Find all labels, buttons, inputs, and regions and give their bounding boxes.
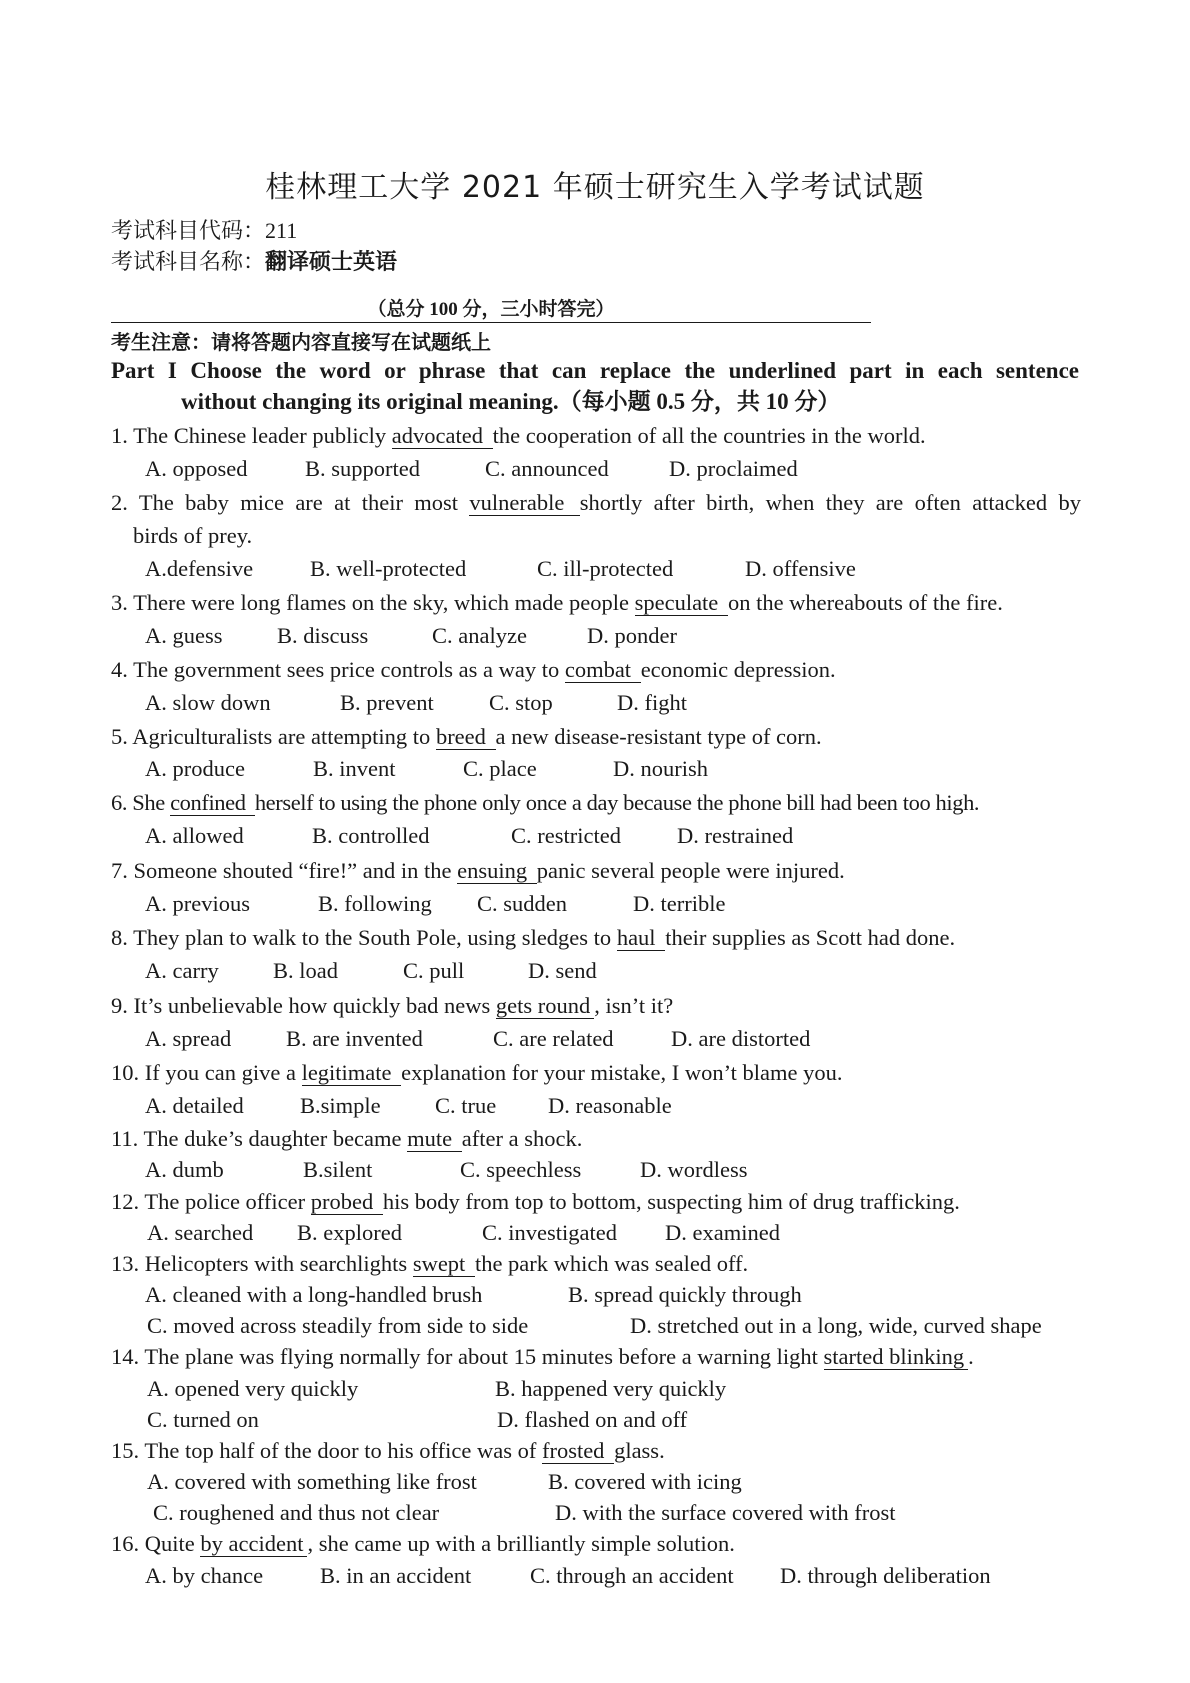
question-text-pre: 13. Helicopters with searchlights	[111, 1251, 413, 1276]
option-d: D. reasonable	[548, 1093, 672, 1118]
option-b: B. covered with icing	[548, 1469, 742, 1494]
option-b: B. happened very quickly	[495, 1376, 727, 1401]
option-c: C. pull	[403, 958, 465, 983]
question-text-post: , she came up with a brilliantly simple solution.	[307, 1531, 735, 1556]
option-d: D. nourish	[613, 756, 708, 781]
question-text-pre: 10. If you can give a	[111, 1060, 302, 1085]
option-c: C. announced	[485, 456, 609, 481]
part-1-line-2: without changing its original meaning.（每小题 0.5 分，共 10 分）	[181, 389, 841, 414]
question-9-options	[145, 1026, 1085, 1056]
option-b: B. well-protected	[310, 556, 467, 581]
question-10-options	[145, 1093, 1085, 1123]
question-15-options-row-2	[145, 1500, 1085, 1530]
option-c: C. moved across steadily from side to side	[147, 1313, 529, 1338]
question-1	[111, 423, 1081, 449]
option-d: D. offensive	[745, 556, 856, 581]
question-5	[111, 724, 1081, 750]
underlined-term: combat	[565, 657, 641, 683]
question-12-options	[145, 1220, 1085, 1250]
question-11	[111, 1126, 1081, 1152]
subject-name: 翻译硕士英语	[265, 249, 398, 274]
question-7-options	[145, 891, 1085, 921]
option-a: A. covered with something like frost	[147, 1469, 477, 1494]
underlined-term: advocated	[392, 423, 493, 449]
option-b: B. in an accident	[320, 1563, 472, 1588]
question-3	[111, 590, 1081, 616]
underlined-term: ensuing	[457, 858, 537, 884]
option-c: C. are related	[493, 1026, 614, 1051]
question-13-options-row-1	[145, 1282, 1085, 1312]
option-a: A.defensive	[145, 556, 254, 581]
question-8-options	[145, 958, 1085, 988]
question-8	[111, 925, 1081, 951]
question-13	[111, 1251, 1081, 1277]
score-note: （总分 100 分，三小时答完）	[111, 294, 871, 323]
underlined-term: swept	[413, 1251, 475, 1277]
underlined-term: legitimate	[302, 1060, 402, 1086]
option-a: A. guess	[145, 623, 223, 648]
option-b: B. spread quickly through	[568, 1282, 802, 1307]
option-d: D. fight	[617, 690, 687, 715]
question-15	[111, 1438, 1081, 1464]
option-c: C. true	[435, 1093, 497, 1118]
question-6	[111, 790, 1081, 816]
question-text-pre: 14. The plane was flying normally for about 15 minutes before a warning light	[111, 1344, 824, 1369]
option-a: A. produce	[145, 756, 245, 781]
question-16	[111, 1531, 1081, 1557]
option-d: D. restrained	[677, 823, 794, 848]
option-b: B. following	[318, 891, 432, 916]
question-12	[111, 1189, 1081, 1215]
question-text-post: economic depression.	[640, 657, 836, 682]
option-a: A. detailed	[145, 1093, 244, 1118]
question-text-post: .	[968, 1344, 974, 1369]
question-text-post: explanation for your mistake, I won’t blame you.	[401, 1060, 843, 1085]
question-text-post: , isn’t it?	[594, 993, 674, 1018]
question-text-post: the cooperation of all the countries in the world.	[492, 423, 926, 448]
option-d: D. wordless	[640, 1157, 748, 1182]
question-10	[111, 1060, 1081, 1086]
question-text-pre: 9. It’s unbelievable how quickly bad news	[111, 993, 496, 1018]
question-4	[111, 657, 1081, 683]
question-text-pre: 16. Quite	[111, 1531, 201, 1556]
option-d: D. proclaimed	[669, 456, 798, 481]
question-5-options	[145, 756, 1085, 786]
option-c: C. roughened and thus not clear	[153, 1500, 440, 1525]
option-d: D. flashed on and off	[497, 1407, 688, 1432]
question-text-pre: 1. The Chinese leader publicly	[111, 423, 392, 448]
question-11-options	[145, 1157, 1085, 1187]
question-text-post: glass.	[614, 1438, 665, 1463]
question-text-post: panic several people were injured.	[536, 858, 845, 883]
option-d: D. examined	[665, 1220, 780, 1245]
underlined-term: mute	[407, 1126, 462, 1152]
question-text-post: his body from top to bottom, suspecting him of drug trafficking.	[382, 1189, 960, 1214]
option-a: A. opposed	[145, 456, 248, 481]
option-d: D. through deliberation	[780, 1563, 991, 1588]
candidate-notice: 考生注意：请将答题内容直接写在试题纸上	[111, 332, 491, 354]
question-2-options	[145, 556, 1085, 586]
option-a: A. opened very quickly	[147, 1376, 359, 1401]
question-text-post: shortly after birth, when they are often attacked by	[579, 490, 1081, 515]
option-d: D. send	[528, 958, 597, 983]
option-b: B. supported	[305, 456, 420, 481]
question-2	[111, 490, 1081, 516]
option-b: B. controlled	[312, 823, 430, 848]
option-d: D. are distorted	[671, 1026, 811, 1051]
option-c: C. analyze	[432, 623, 527, 648]
option-b: B. explored	[297, 1220, 402, 1245]
underlined-term: speculate	[635, 590, 728, 616]
option-b: B. are invented	[286, 1026, 423, 1051]
question-text-pre: 5. Agriculturalists are attempting to	[111, 724, 436, 749]
option-b: B. prevent	[340, 690, 434, 715]
question-16-options	[145, 1563, 1085, 1593]
option-c: C. investigated	[482, 1220, 617, 1245]
underlined-term: started blinking	[824, 1344, 969, 1370]
question-text-pre: 12. The police officer	[111, 1189, 311, 1214]
question-1-options	[145, 456, 1085, 486]
question-text-post: their supplies as Scott had done.	[665, 925, 956, 950]
question-15-options-row-1	[145, 1469, 1085, 1499]
option-c: C. ill-protected	[537, 556, 674, 581]
question-7	[111, 858, 1081, 884]
option-c: C. speechless	[460, 1157, 582, 1182]
question-text-pre: 7. Someone shouted “fire!” and in the	[111, 858, 458, 883]
exam-title: 桂林理工大学 2021 年硕士研究生入学考试试题	[265, 170, 925, 205]
question-text-pre: 11. The duke’s daughter became	[111, 1126, 408, 1151]
question-9	[111, 993, 1081, 1019]
underlined-term: vulnerable	[469, 490, 579, 516]
option-d: D. stretched out in a long, wide, curved shape	[630, 1313, 1042, 1338]
question-13-options-row-2	[145, 1313, 1085, 1343]
question-2-continuation: birds of prey.	[133, 523, 253, 548]
question-text-pre: 3. There were long flames on the sky, which made people	[111, 590, 635, 615]
part-1-line-1: Part I Choose the word or phrase that can replace the underlined part in each sentence	[111, 358, 1079, 383]
question-text-pre: 15. The top half of the door to his office was of	[111, 1438, 542, 1463]
option-c: C. sudden	[477, 891, 567, 916]
option-a: A. spread	[145, 1026, 232, 1051]
underlined-term: gets round	[496, 993, 594, 1019]
underlined-term: confined	[170, 790, 255, 816]
underlined-term: haul	[617, 925, 665, 951]
option-b: B. invent	[313, 756, 396, 781]
option-a: A. dumb	[145, 1157, 224, 1182]
option-c: C. turned on	[147, 1407, 259, 1432]
option-c: C. restricted	[511, 823, 621, 848]
option-b: B. discuss	[277, 623, 369, 648]
question-text-pre: 2. The baby mice are at their most	[111, 490, 470, 515]
subject-name-label: 考试科目名称：	[111, 249, 266, 274]
question-text-post: on the whereabouts of the fire.	[727, 590, 1003, 615]
option-c: C. stop	[489, 690, 553, 715]
question-14-options-row-1	[145, 1376, 1085, 1406]
option-d: D. terrible	[633, 891, 726, 916]
part-1-instructions	[111, 355, 1079, 417]
option-c: C. place	[463, 756, 537, 781]
question-text-pre: 8. They plan to walk to the South Pole, using sledges to	[111, 925, 617, 950]
question-text-post: the park which was sealed off.	[474, 1251, 749, 1276]
option-a: A. carry	[145, 958, 219, 983]
subject-code-line	[111, 214, 297, 245]
question-14-options-row-2	[145, 1407, 1085, 1437]
underlined-term: probed	[311, 1189, 383, 1215]
question-text-post: a new disease-resistant type of corn.	[495, 724, 822, 749]
subject-code-label: 考试科目代码：	[111, 218, 266, 243]
option-a: A. slow down	[145, 690, 271, 715]
option-b: B.silent	[303, 1157, 373, 1182]
subject-name-line	[111, 245, 397, 276]
option-c: C. through an accident	[530, 1563, 734, 1588]
option-d: D. ponder	[587, 623, 677, 648]
question-text-pre: 6. She	[111, 790, 171, 815]
option-a: A. previous	[145, 891, 250, 916]
option-a: A. allowed	[145, 823, 244, 848]
subject-code: 211	[265, 218, 298, 243]
question-text-post: herself to using the phone only once a day because the phone bill had been too high.	[254, 790, 980, 815]
question-text-post: after a shock.	[461, 1126, 583, 1151]
question-text-pre: 4. The government sees price controls as a way to	[111, 657, 565, 682]
question-6-options	[145, 823, 1085, 853]
option-d: D. with the surface covered with frost	[555, 1500, 896, 1525]
option-b: B.simple	[300, 1093, 381, 1118]
underlined-term: breed	[436, 724, 496, 750]
option-b: B. load	[273, 958, 338, 983]
option-a: A. searched	[147, 1220, 254, 1245]
question-14	[111, 1344, 1081, 1370]
underlined-term: by accident	[200, 1531, 307, 1557]
question-4-options	[145, 690, 1085, 720]
underlined-term: frosted	[542, 1438, 614, 1464]
question-3-options	[145, 623, 1085, 653]
option-a: A. cleaned with a long-handled brush	[145, 1282, 483, 1307]
option-a: A. by chance	[145, 1563, 264, 1588]
